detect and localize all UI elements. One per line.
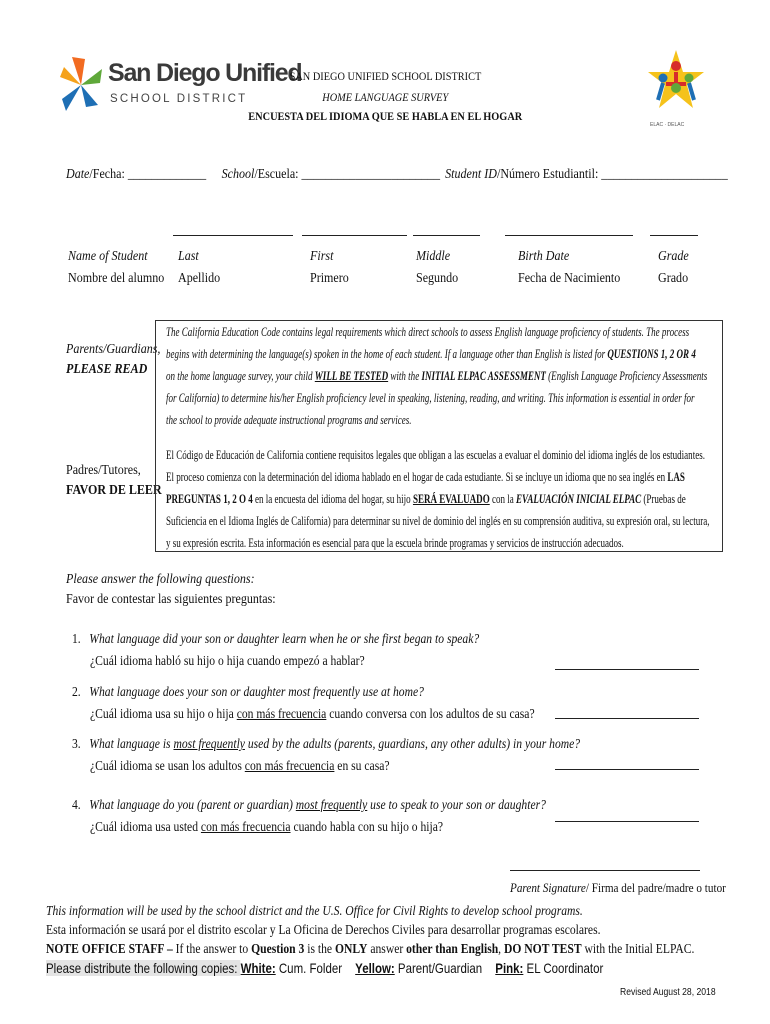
- name-col-grade: Grade Grado: [658, 249, 689, 286]
- school-field[interactable]: /Escuela: _______________________: [254, 167, 440, 182]
- footer-es: Esta información se usará por el distrito escolar y La Oficina de Derechos Civiles para desarrollar programas escolares.: [46, 922, 601, 937]
- notice-es-line-1: El Código de Educación de California contiene requisitos legales que obligan a las escuelas a evaluar el dominio del idioma inglés de los estudiantes.: [166, 448, 705, 462]
- question-2: 2. What language does your son or daughter most frequently use at home? ¿Cuál idioma usa su hijo o hija con más frecuencia cuando conversa con los adultos de su casa?: [72, 684, 535, 721]
- form-info-row: [66, 167, 770, 183]
- question-3: 3. What language is most frequently used by the adults (parents, guardians, any other adults) in your home? ¿Cuál idioma se usan los adultos con más frecuencia en su casa?: [72, 736, 581, 773]
- grade-line[interactable]: [650, 235, 698, 236]
- instructions: Please answer the following questions: Favor de contestar las siguientes preguntas:: [66, 572, 276, 607]
- signature-line[interactable]: [510, 870, 700, 871]
- signature-label: Parent Signature/ Firma del padre/madre o tutor: [510, 880, 726, 895]
- notice-es-line-3: PREGUNTAS 1, 2 O 4 en la encuesta del idioma del hogar, su hijo SERÁ EVALUADO con la EVALUACIÓN INICIAL ELPAC (Pruebas de: [166, 492, 686, 506]
- question-1: 1. What language did your son or daughter learn when he or she first began to speak? ¿Cuál idioma habló su hijo o hija cuando empezó a hablar?: [72, 631, 480, 668]
- logo-subtitle: SCHOOL DISTRICT: [110, 93, 248, 105]
- answer-line-3[interactable]: [555, 769, 699, 770]
- name-col-last: Last Apellido: [178, 249, 221, 286]
- answer-line-4[interactable]: [555, 821, 699, 822]
- logo-name: San Diego Unified: [108, 59, 302, 87]
- revised-date: Revised August 28, 2018: [620, 987, 716, 998]
- question-4: 4. What language do you (parent or guardian) most frequently use to speak to your son or daughter? ¿Cuál idioma usa usted con más frecuencia cuando habla con su hijo o hija?: [72, 797, 546, 834]
- student-id-field[interactable]: /Número Estudiantil: _____________________: [496, 167, 728, 182]
- pinwheel-icon: [58, 55, 104, 117]
- school-label-en: School: [221, 167, 255, 182]
- parents-label-en: Parents/Guardians, PLEASE READ: [66, 342, 161, 377]
- name-col-first: First Primero: [310, 249, 349, 286]
- name-of-student-label: Name of Student Nombre del alumno: [68, 249, 165, 286]
- notice-es-line-5: y su expresión escrita. Esta información es esencial para que la escuela brinde programas y servicios de instrucción adecuados.: [166, 536, 624, 550]
- copies-label: Please distribute the following copies:: [46, 960, 241, 976]
- student-id-label-en: Student ID: [445, 167, 497, 182]
- notice-box: [155, 320, 723, 552]
- office-staff-note: NOTE OFFICE STAFF – If the answer to Question 3 is the ONLY answer other than English, DO NOT TEST with the Initial ELPAC.: [46, 941, 695, 956]
- seal-caption: ELAC · DELAC: [650, 122, 685, 128]
- copies-distribution: Please distribute the following copies: White: Cum. Folder Yellow: Parent/Guardian Pink: EL Coordinator: [46, 960, 604, 976]
- survey-title-en: HOME LANGUAGE SURVEY: [322, 90, 448, 104]
- district-heading: SAN DIEGO UNIFIED SCHOOL DISTRICT: [289, 69, 481, 83]
- date-field[interactable]: /Fecha: _____________: [89, 167, 207, 182]
- name-col-birth-date: Birth Date Fecha de Nacimiento: [518, 249, 621, 286]
- notice-en-line-4: for California) to determine his/her English proficiency level in speaking, listening, reading, and writing. This information is essential in order for: [166, 391, 695, 405]
- notice-en-line-3: on the home language survey, your child WILL BE TESTED with the INITIAL ELPAC ASSESSMENT (English Language Proficiency Assessments: [166, 369, 708, 383]
- birth-date-line[interactable]: [505, 235, 633, 236]
- survey-title-es: ENCUESTA DEL IDIOMA QUE SE HABLA EN EL HOGAR: [248, 109, 522, 123]
- notice-en-line-5: the school to provide adequate instructional programs and services.: [166, 413, 412, 427]
- notice-es-line-4: Suficiencia en el Idioma Inglés de California) para determinar su nivel de dominio del inglés en su comprensión auditiva, su expresión oral, su lectura,: [166, 514, 710, 528]
- notice-en-line-1: The California Education Code contains legal requirements which direct schools to assess English language proficiency of students. The process: [166, 325, 690, 339]
- footer-en: This information will be used by the school district and the U.S. Office for Civil Rights to develop school programs.: [46, 903, 583, 918]
- name-col-middle: Middle Segundo: [416, 249, 459, 286]
- date-label-en: Date: [66, 167, 90, 182]
- answer-line-1[interactable]: [555, 669, 699, 670]
- first-name-line[interactable]: [302, 235, 407, 236]
- notice-es-line-2: El proceso comienza con la determinación del idioma hablado en el hogar de cada estudiante. Si se incluye un idioma que no sea inglés en LAS: [166, 470, 685, 484]
- parents-label-es: Padres/Tutores, FAVOR DE LEER: [66, 463, 162, 498]
- last-name-line[interactable]: [173, 235, 293, 236]
- middle-name-line[interactable]: [413, 235, 480, 236]
- notice-en-line-2: begins with determining the language(s) spoken in the home of each student. If a language other than English is listed for QUESTIONS 1, 2 OR 4: [166, 347, 696, 361]
- answer-line-2[interactable]: [555, 718, 699, 719]
